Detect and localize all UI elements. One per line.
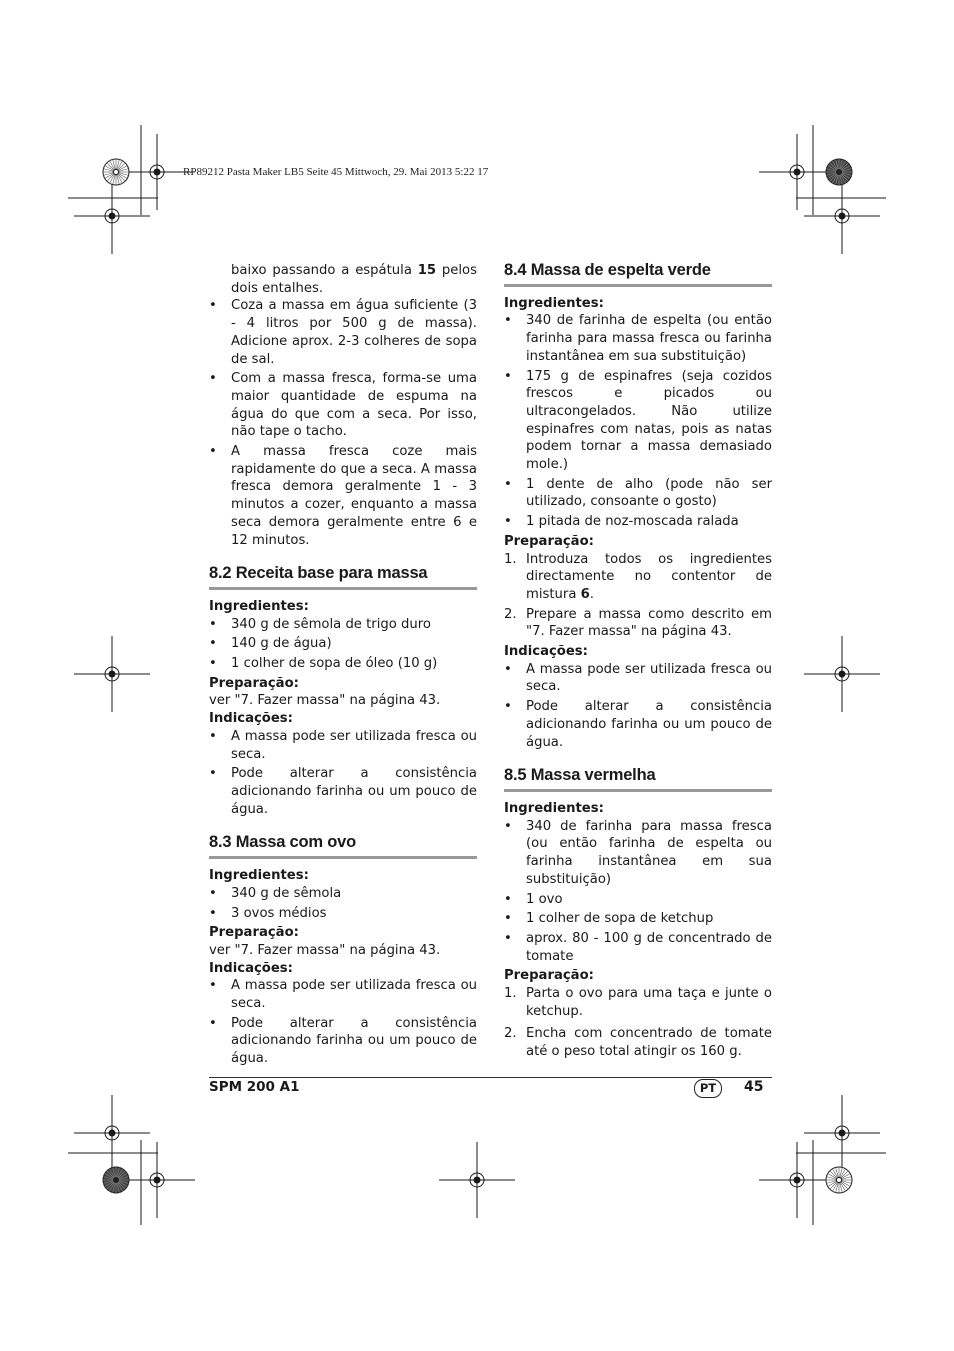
ingredients-label: Ingredientes:	[504, 800, 604, 816]
preparation-steps	[504, 551, 772, 642]
indications-label: Indicações:	[209, 960, 293, 976]
color-bar-rosette-icon	[826, 159, 852, 185]
preparation-label: Preparação:	[209, 925, 299, 941]
footer-model: SPM 200 A1	[209, 1079, 300, 1095]
list-item: • A massa pode ser utilizada fresca ou seca.	[209, 728, 477, 762]
list-item: • 3 ovos médios	[209, 905, 327, 921]
list-item: • 340 g de sêmola de trigo duro	[209, 616, 431, 632]
list-item: 1. Parta o ovo para uma taça e junte o ketchup.	[504, 986, 772, 1019]
page-number: 45	[744, 1079, 764, 1095]
preparation-text: ver "7. Fazer massa" na página 43.	[209, 693, 441, 709]
list-item: • 140 g de água)	[209, 636, 332, 652]
preparation-text: ver "7. Fazer massa" na página 43.	[209, 942, 441, 958]
section-heading-8-5: 8.5 Massa vermelha	[504, 767, 772, 792]
list-item: • Pode alterar a consistência adicionando farinha ou um pouco de água.	[209, 766, 477, 817]
list-item: • 1 dente de alho (pode não ser utilizado, consoante o gosto)	[504, 476, 772, 510]
section-heading-8-3: 8.3 Massa com ovo	[209, 834, 477, 859]
ingredients-list	[504, 312, 772, 530]
indications-list	[209, 977, 477, 1068]
ingredients-list	[504, 818, 772, 966]
intro-continuation: baixo passando a espátula 15 pelos dois entalhes.	[231, 263, 478, 296]
indications-label: Indicações:	[209, 711, 293, 727]
list-item: • 340 de farinha para massa fresca (ou então farinha de espelta ou farinha instantânea em sua substituição)	[504, 818, 772, 887]
ingredients-list	[209, 616, 477, 673]
preparation-label: Preparação:	[504, 968, 594, 984]
list-item: • A massa pode ser utilizada fresca ou seca.	[209, 978, 477, 1012]
list-item: • A massa pode ser utilizada fresca ou seca.	[504, 661, 772, 695]
ingredients-label: Ingredientes:	[209, 598, 309, 614]
list-item: • 1 ovo	[504, 891, 563, 907]
ingredients-label: Ingredientes:	[504, 295, 604, 311]
list-item: • 340 g de sêmola	[209, 885, 342, 901]
print-header: RP89212 Pasta Maker LB5 Seite 45 Mittwoch, 29. Mai 2013 5:22 17	[183, 166, 489, 178]
section-heading-8-4: 8.4 Massa de espelta verde	[504, 262, 772, 287]
right-column	[504, 262, 772, 1063]
list-item: 2. Encha com concentrado de tomate até o peso total atingir os 160 g.	[504, 1026, 772, 1060]
indications-list	[209, 728, 477, 819]
list-item: 2. Prepare a massa como descrito em "7. Fazer massa" na página 43.	[504, 606, 772, 640]
preparation-label: Preparação:	[504, 533, 594, 549]
list-item: • A massa fresca coze mais rapidamente do que a seca. A massa fresca demora geralmente 1 - 3 minutos a cozer, enquanto a massa seca demora geralmente entre 6 e 12 minutos.	[209, 444, 477, 548]
list-item: • Coza a massa em água suficiente (3 - 4 litros por 500 g de massa). Adicione aprox. 2-3 colheres de sopa de sal.	[209, 298, 477, 367]
list-item: • aprox. 80 - 100 g de concentrado de tomate	[504, 930, 772, 964]
color-bar-rosette-icon	[103, 1167, 129, 1193]
language-badge: PT	[694, 1079, 722, 1098]
list-item: • 175 g de espinafres (seja cozidos frescos e picados ou ultracongelados. Não utilize espinafres com natas, pois as natas podem tornar a massa demasiado mole.)	[504, 368, 772, 473]
list-item: • 1 colher de sopa de ketchup	[504, 911, 714, 927]
color-bar-rosette-icon	[826, 1167, 852, 1193]
section-heading-8-2: 8.2 Receita base para massa	[209, 565, 477, 590]
list-item: • 340 de farinha de espelta (ou então farinha para massa fresca ou farinha instantânea em sua substituição)	[504, 313, 772, 364]
preparation-label: Preparação:	[209, 675, 299, 691]
ingredients-list	[209, 885, 477, 922]
list-item: • Com a massa fresca, forma-se uma maior quantidade de espuma na água do que com a seca. Por isso, não tape o tacho.	[209, 371, 477, 440]
left-column	[209, 262, 477, 1070]
list-item: 1. Introduza todos os ingredientes directamente no contentor de mistura 6.	[504, 551, 772, 602]
ingredients-label: Ingredientes:	[209, 868, 309, 884]
preparation-steps	[504, 985, 772, 1061]
indications-list	[504, 661, 772, 752]
list-item: • Pode alterar a consistência adicionando farinha ou um pouco de água.	[504, 699, 772, 750]
color-bar-rosette-icon	[103, 159, 129, 185]
indications-label: Indicações:	[504, 644, 588, 660]
intro-bullets	[209, 297, 477, 549]
list-item: • 1 pitada de noz-moscada ralada	[504, 514, 739, 530]
list-item: • Pode alterar a consistência adicionando farinha ou um pouco de água.	[209, 1015, 477, 1067]
footer-rule	[209, 1077, 772, 1078]
list-item: • 1 colher de sopa de óleo (10 g)	[209, 656, 438, 672]
